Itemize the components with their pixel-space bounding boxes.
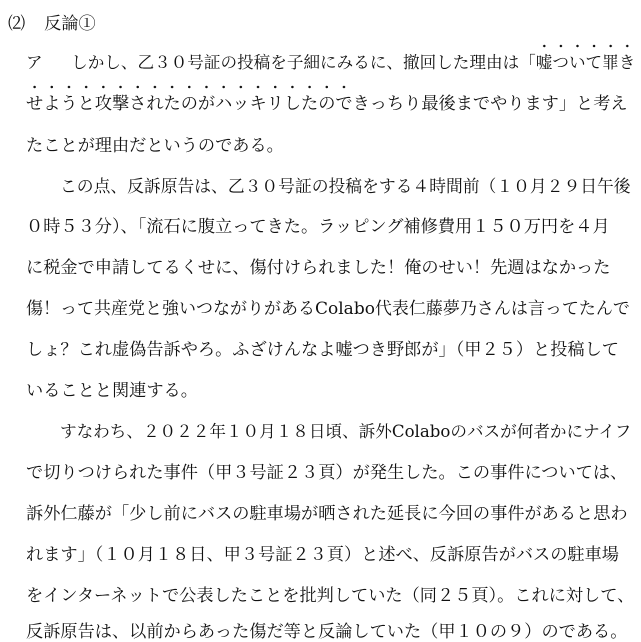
paragraph-a-marker: ア [26,53,43,72]
paragraph-b-line-2: ０時５３分）、「流石に腹立ってきた。ラッピング補修費用１５０万円を４月 [26,217,610,237]
paragraph-c-line-6: 反訴原告は、以前からあった傷だ等と反論していた（甲１０の９）のである。 [26,622,628,642]
paragraph-c-line-3: 訴外仁藤が「少し前にバスの駐車場が晒された延長に今回の事件があると思わ [26,504,628,524]
paragraph-c-line-1: すなわち、２０２２年１０月１８日頃、訴外Colaboのバスが何者かにナイフ [60,422,632,441]
section-title: 反論① [44,14,96,34]
paragraph-a-line-2 [26,94,628,114]
paragraph-b-line-1: この点、反訴原告は、乙３０号証の投稿をする４時間前（１０月２９日午後 [60,176,631,196]
emphasis-dotted-text: せようと攻撃されたのがハッキリしたので [26,94,353,114]
paragraph-c-line-4: れます」（１０月１８日、甲３号証２３頁）と述べ、反訴原告がバスの駐車場 [26,545,619,565]
emphasis-dots [536,43,636,49]
paragraph-c-line-5: をインターネットで公表したことを批判していた（同２５頁）。これに対して、 [26,586,635,606]
section-heading [8,14,96,34]
paragraph-a-line-3: たことが理由だというのである。 [26,136,284,156]
paragraph-c-line-2: で切りつけられた事件（甲３号証２３頁）が発生した。この事件については、 [26,463,628,483]
paragraph-b-line-5: しょ？これ虚偽告訴やろ。ふざけんなよ嘘つき野郎が」（甲２５）と投稿して [26,340,619,360]
paragraph-a-text: きっちり最後までやります」と考え [352,94,628,114]
paragraph-b-line-6: いることと関連する。 [26,381,198,401]
paragraph-b-line-3: に税金で申請してるくせに、傷付けられました！俺のせい！先週はなかった [26,258,611,278]
emphasis-dots [26,84,353,90]
paragraph-a-text: しかし、乙３０号証の投稿を子細にみるに、撤回した理由は「 [71,53,536,72]
emphasis-dotted-text: 嘘ついて罪き [536,53,636,72]
section-number: ⑵ [8,14,26,34]
paragraph-b-line-4: 傷！って共産党と強いつながりがあるColabo代表仁藤夢乃さんは言ってたんで [26,299,630,319]
paragraph-a-line-1 [26,53,635,73]
